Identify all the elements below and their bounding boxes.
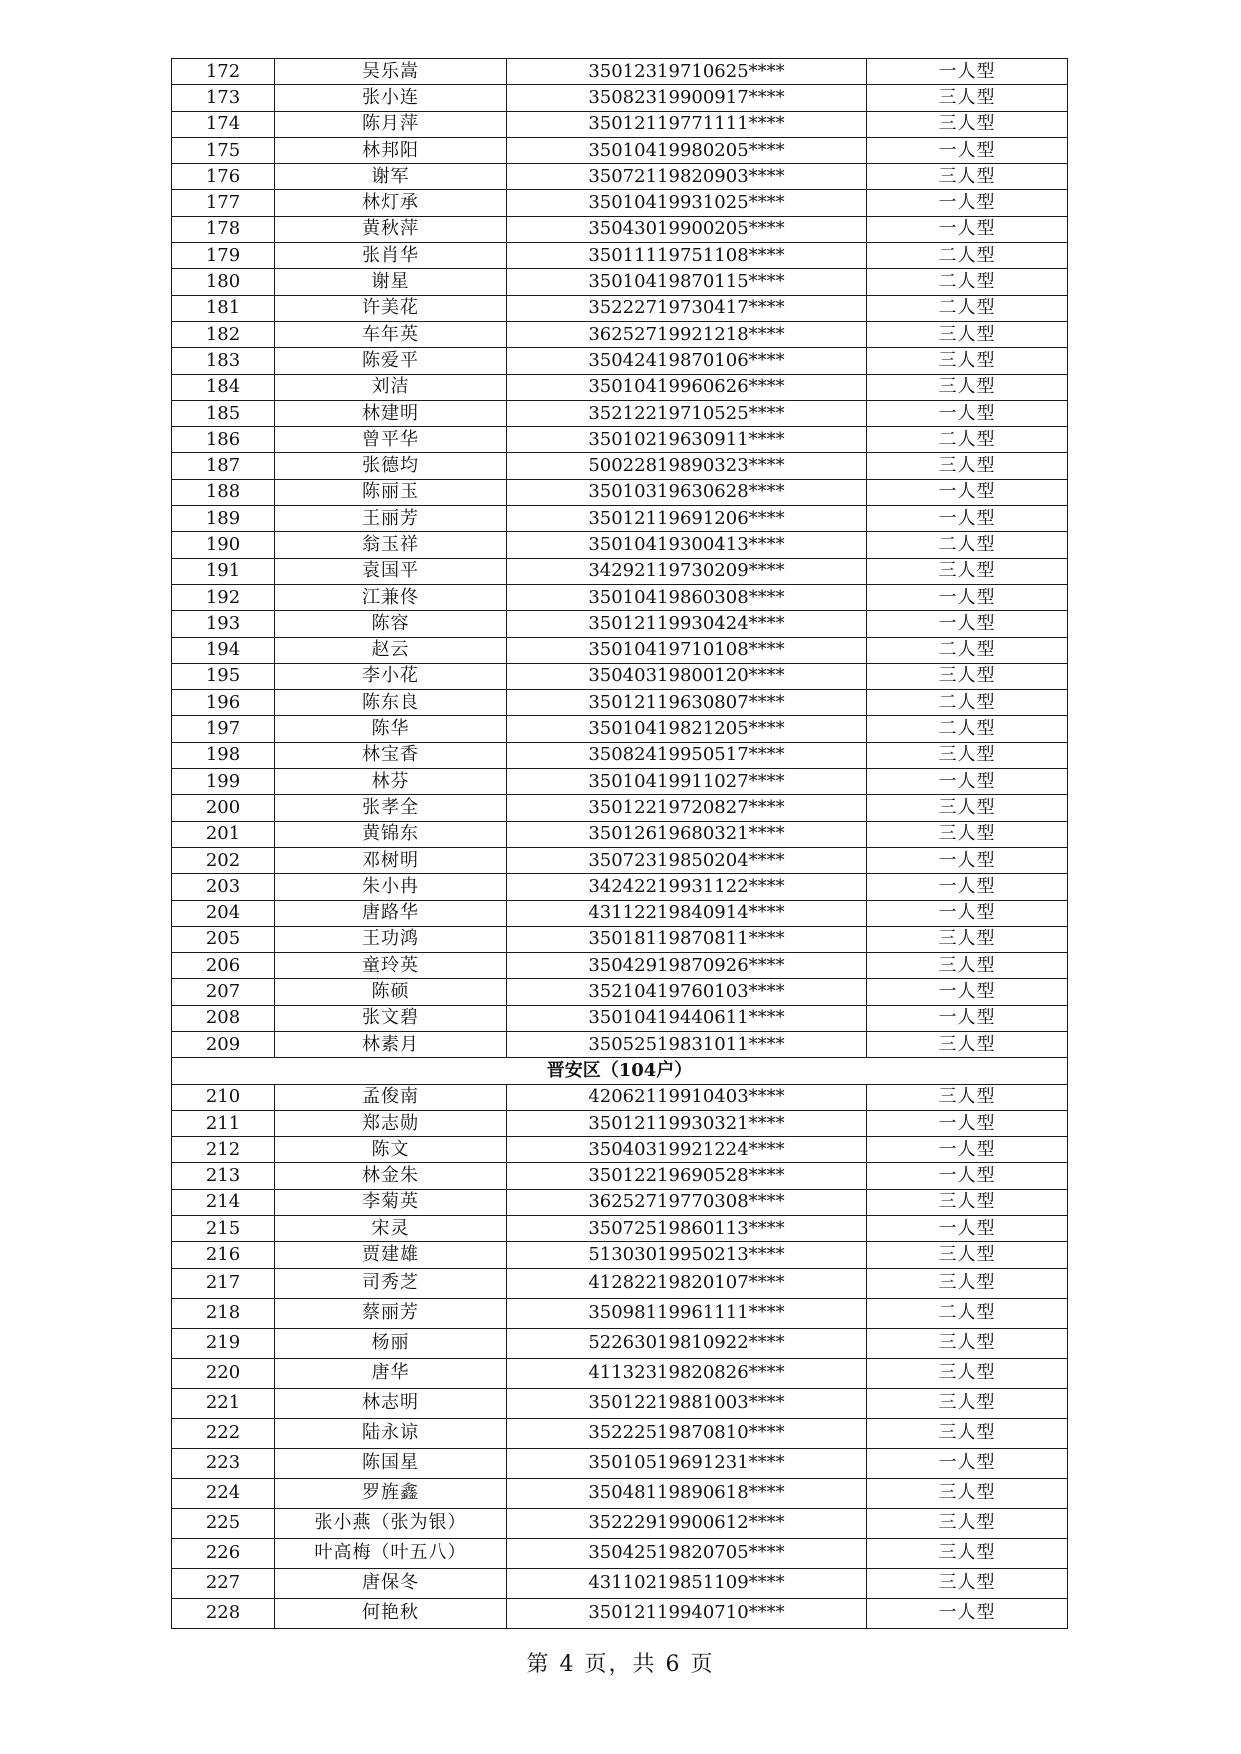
table-row [172,1189,1068,1215]
row-number-cell: 195 [172,663,275,689]
id-number-cell: 35052519831011**** [507,1031,867,1057]
row-number-cell: 197 [172,716,275,742]
table-row [172,1598,1068,1628]
table-row [172,1418,1068,1448]
row-number-cell: 228 [172,1598,275,1628]
row-number-cell: 174 [172,111,275,137]
applicant-name-cell: 唐路华 [275,900,507,926]
row-number-cell: 189 [172,506,275,532]
applicant-name-cell: 许美花 [275,295,507,321]
table-row [172,269,1068,295]
table-row [172,979,1068,1005]
id-number-cell: 35010419300413**** [507,532,867,558]
row-number-cell: 200 [172,795,275,821]
id-number-cell: 34242219931122**** [507,874,867,900]
table-row [172,1478,1068,1508]
household-type-cell: 二人型 [867,690,1068,716]
id-number-cell: 35010419860308**** [507,584,867,610]
id-number-cell: 35010419931025**** [507,190,867,216]
table-row [172,847,1068,873]
applicant-name-cell: 袁国平 [275,558,507,584]
row-number-cell: 184 [172,374,275,400]
id-number-cell: 35212219710525**** [507,400,867,426]
applicant-name-cell: 张文碧 [275,1005,507,1031]
table-row [172,506,1068,532]
section-title: 晋安区（104户） [172,1058,1068,1084]
household-type-cell: 二人型 [867,243,1068,269]
row-number-cell: 217 [172,1268,275,1298]
id-number-cell: 35012619680321**** [507,821,867,847]
row-number-cell: 208 [172,1005,275,1031]
row-number-cell: 215 [172,1216,275,1242]
table-row [172,453,1068,479]
row-number-cell: 211 [172,1110,275,1136]
row-number-cell: 213 [172,1163,275,1189]
row-number-cell: 186 [172,427,275,453]
household-type-cell: 三人型 [867,1084,1068,1110]
household-type-cell: 三人型 [867,663,1068,689]
table-row [172,1031,1068,1057]
row-number-cell: 179 [172,243,275,269]
table-row [172,821,1068,847]
table-body [172,59,1068,1629]
applicant-name-cell: 杨丽 [275,1328,507,1358]
id-number-cell: 35040319800120**** [507,663,867,689]
applicant-name-cell: 罗旌鑫 [275,1478,507,1508]
applicant-name-cell: 陈华 [275,716,507,742]
household-type-cell: 三人型 [867,953,1068,979]
table-row [172,374,1068,400]
applicant-name-cell: 林建明 [275,400,507,426]
household-type-cell: 三人型 [867,742,1068,768]
id-number-cell: 35011119751108**** [507,243,867,269]
household-type-cell: 一人型 [867,874,1068,900]
applicant-name-cell: 张孝全 [275,795,507,821]
id-number-cell: 35082319900917**** [507,85,867,111]
table-row [172,690,1068,716]
row-number-cell: 176 [172,164,275,190]
applicant-name-cell: 叶高梅（叶五八） [275,1538,507,1568]
applicant-name-cell: 张小燕（张为银） [275,1508,507,1538]
household-type-cell: 三人型 [867,1478,1068,1508]
row-number-cell: 207 [172,979,275,1005]
applicant-name-cell: 林邦阳 [275,137,507,163]
household-type-cell: 二人型 [867,637,1068,663]
row-number-cell: 222 [172,1418,275,1448]
id-number-cell: 35012119630807**** [507,690,867,716]
table-row [172,532,1068,558]
row-number-cell: 194 [172,637,275,663]
row-number-cell: 210 [172,1084,275,1110]
id-number-cell: 35042919870926**** [507,953,867,979]
table-row [172,164,1068,190]
row-number-cell: 224 [172,1478,275,1508]
table-row [172,716,1068,742]
household-type-cell: 三人型 [867,348,1068,374]
id-number-cell: 35010419440611**** [507,1005,867,1031]
row-number-cell: 206 [172,953,275,979]
id-number-cell: 43112219840914**** [507,900,867,926]
applicant-name-cell: 李小花 [275,663,507,689]
row-number-cell: 181 [172,295,275,321]
household-type-cell: 三人型 [867,1358,1068,1388]
table-row [172,769,1068,795]
table-row [172,1084,1068,1110]
household-type-cell: 一人型 [867,1137,1068,1163]
applicant-name-cell: 林金朱 [275,1163,507,1189]
id-number-cell: 52263019810922**** [507,1328,867,1358]
applicant-name-cell: 陈东良 [275,690,507,716]
household-type-cell: 二人型 [867,1298,1068,1328]
id-number-cell: 35018119870811**** [507,926,867,952]
household-type-cell: 三人型 [867,1418,1068,1448]
applicant-name-cell: 林素月 [275,1031,507,1057]
table-row [172,1328,1068,1358]
id-number-cell: 35012219720827**** [507,795,867,821]
id-number-cell: 35010419710108**** [507,637,867,663]
id-number-cell: 36252719770308**** [507,1189,867,1215]
household-type-cell: 三人型 [867,85,1068,111]
household-type-cell: 三人型 [867,374,1068,400]
id-number-cell: 35072519860113**** [507,1216,867,1242]
household-type-cell: 一人型 [867,769,1068,795]
applicant-name-cell: 林灯承 [275,190,507,216]
household-type-cell: 三人型 [867,1268,1068,1298]
applicant-name-cell: 曾平华 [275,427,507,453]
id-number-cell: 43110219851109**** [507,1568,867,1598]
table-row [172,1216,1068,1242]
household-type-cell: 三人型 [867,1328,1068,1358]
id-number-cell: 35222919900612**** [507,1508,867,1538]
id-number-cell: 35082419950517**** [507,742,867,768]
table-row [172,1508,1068,1538]
row-number-cell: 216 [172,1242,275,1268]
household-type-cell: 三人型 [867,164,1068,190]
table-row [172,558,1068,584]
id-number-cell: 35098119961111**** [507,1298,867,1328]
applicant-name-cell: 宋灵 [275,1216,507,1242]
id-number-cell: 35072319850204**** [507,847,867,873]
household-type-cell: 二人型 [867,532,1068,558]
row-number-cell: 175 [172,137,275,163]
id-number-cell: 35012119930424**** [507,611,867,637]
row-number-cell: 190 [172,532,275,558]
household-type-cell: 二人型 [867,295,1068,321]
applicant-name-cell: 谢星 [275,269,507,295]
household-type-cell: 一人型 [867,979,1068,1005]
household-type-cell: 三人型 [867,558,1068,584]
applicant-name-cell: 黄锦东 [275,821,507,847]
applicant-name-cell: 刘洁 [275,374,507,400]
row-number-cell: 183 [172,348,275,374]
table-row [172,1448,1068,1478]
id-number-cell: 35012319710625**** [507,59,867,85]
row-number-cell: 191 [172,558,275,584]
applicant-name-cell: 王丽芳 [275,506,507,532]
table-row [172,427,1068,453]
row-number-cell: 221 [172,1388,275,1418]
row-number-cell: 204 [172,900,275,926]
applicant-name-cell: 陈硕 [275,979,507,1005]
id-number-cell: 35222519870810**** [507,1418,867,1448]
table-row [172,1298,1068,1328]
row-number-cell: 193 [172,611,275,637]
id-number-cell: 35010419980205**** [507,137,867,163]
household-type-cell: 一人型 [867,1163,1068,1189]
household-type-cell: 一人型 [867,847,1068,873]
row-number-cell: 227 [172,1568,275,1598]
id-number-cell: 35222719730417**** [507,295,867,321]
row-number-cell: 202 [172,847,275,873]
row-number-cell: 188 [172,479,275,505]
row-number-cell: 203 [172,874,275,900]
id-number-cell: 35210419760103**** [507,979,867,1005]
household-type-cell: 三人型 [867,453,1068,479]
applicant-name-cell: 谢军 [275,164,507,190]
row-number-cell: 180 [172,269,275,295]
id-number-cell: 36252719921218**** [507,321,867,347]
table-row [172,1005,1068,1031]
table-row [172,216,1068,242]
row-number-cell: 226 [172,1538,275,1568]
table-row [172,742,1068,768]
id-number-cell: 35010419960626**** [507,374,867,400]
household-table [171,58,1068,1629]
table-row [172,926,1068,952]
applicant-name-cell: 邓树明 [275,847,507,873]
household-type-cell: 三人型 [867,795,1068,821]
applicant-name-cell: 车年英 [275,321,507,347]
household-type-cell: 一人型 [867,1598,1068,1628]
applicant-name-cell: 唐保冬 [275,1568,507,1598]
page-footer: 第 4 页，共 6 页 [526,1652,715,1677]
household-type-cell: 二人型 [867,427,1068,453]
applicant-name-cell: 陈容 [275,611,507,637]
applicant-name-cell: 童玲英 [275,953,507,979]
row-number-cell: 198 [172,742,275,768]
row-number-cell: 219 [172,1328,275,1358]
id-number-cell: 35048119890618**** [507,1478,867,1508]
household-type-cell: 一人型 [867,137,1068,163]
id-number-cell: 35012219881003**** [507,1388,867,1418]
household-type-cell: 三人型 [867,926,1068,952]
applicant-name-cell: 林芬 [275,769,507,795]
table-row [172,321,1068,347]
household-type-cell: 一人型 [867,400,1068,426]
id-number-cell: 41132319820826**** [507,1358,867,1388]
row-number-cell: 212 [172,1137,275,1163]
applicant-name-cell: 司秀芝 [275,1268,507,1298]
household-type-cell: 三人型 [867,1508,1068,1538]
household-type-cell: 一人型 [867,584,1068,610]
household-type-cell: 三人型 [867,1568,1068,1598]
household-type-cell: 一人型 [867,900,1068,926]
row-number-cell: 225 [172,1508,275,1538]
applicant-name-cell: 张德均 [275,453,507,479]
applicant-name-cell: 林宝香 [275,742,507,768]
row-number-cell: 172 [172,59,275,85]
row-number-cell: 214 [172,1189,275,1215]
table-row [172,85,1068,111]
household-type-cell: 一人型 [867,59,1068,85]
table-row [172,1163,1068,1189]
household-type-cell: 一人型 [867,1005,1068,1031]
id-number-cell: 35043019900205**** [507,216,867,242]
row-number-cell: 209 [172,1031,275,1057]
row-number-cell: 173 [172,85,275,111]
row-number-cell: 201 [172,821,275,847]
id-number-cell: 35042519820705**** [507,1538,867,1568]
table-row [172,1137,1068,1163]
table-row [172,1568,1068,1598]
id-number-cell: 35042419870106**** [507,348,867,374]
applicant-name-cell: 唐华 [275,1358,507,1388]
table-row [172,190,1068,216]
table-row [172,59,1068,85]
table-row [172,874,1068,900]
household-type-cell: 一人型 [867,1110,1068,1136]
household-type-cell: 三人型 [867,821,1068,847]
id-number-cell: 35010419911027**** [507,769,867,795]
household-type-cell: 三人型 [867,1031,1068,1057]
table-row [172,479,1068,505]
applicant-name-cell: 蔡丽芳 [275,1298,507,1328]
row-number-cell: 187 [172,453,275,479]
row-number-cell: 192 [172,584,275,610]
id-number-cell: 35012119940710**** [507,1598,867,1628]
table-row [172,400,1068,426]
id-number-cell: 51303019950213**** [507,1242,867,1268]
household-type-cell: 三人型 [867,1189,1068,1215]
applicant-name-cell: 黄秋萍 [275,216,507,242]
id-number-cell: 41282219820107**** [507,1268,867,1298]
id-number-cell: 50022819890323**** [507,453,867,479]
table-row [172,1358,1068,1388]
applicant-name-cell: 陈文 [275,1137,507,1163]
applicant-name-cell: 孟俊南 [275,1084,507,1110]
applicant-name-cell: 王功鸿 [275,926,507,952]
row-number-cell: 182 [172,321,275,347]
row-number-cell: 218 [172,1298,275,1328]
applicant-name-cell: 江兼佟 [275,584,507,610]
id-number-cell: 35010519691231**** [507,1448,867,1478]
row-number-cell: 220 [172,1358,275,1388]
applicant-name-cell: 张肖华 [275,243,507,269]
household-type-cell: 三人型 [867,111,1068,137]
table-row [172,663,1068,689]
applicant-name-cell: 陆永谅 [275,1418,507,1448]
id-number-cell: 42062119910403**** [507,1084,867,1110]
applicant-name-cell: 陈爱平 [275,348,507,374]
id-number-cell: 35072119820903**** [507,164,867,190]
table-row [172,348,1068,374]
applicant-name-cell: 贾建雄 [275,1242,507,1268]
table-row [172,953,1068,979]
applicant-name-cell: 赵云 [275,637,507,663]
id-number-cell: 34292119730209**** [507,558,867,584]
household-type-cell: 二人型 [867,716,1068,742]
row-number-cell: 178 [172,216,275,242]
applicant-name-cell: 吴乐嵩 [275,59,507,85]
table-row [172,1388,1068,1418]
household-type-cell: 三人型 [867,1388,1068,1418]
table-row [172,1268,1068,1298]
applicant-name-cell: 朱小冉 [275,874,507,900]
table-row [172,611,1068,637]
applicant-name-cell: 李菊英 [275,1189,507,1215]
household-type-cell: 三人型 [867,1538,1068,1568]
applicant-name-cell: 翁玉祥 [275,532,507,558]
applicant-name-cell: 张小连 [275,85,507,111]
id-number-cell: 35012219690528**** [507,1163,867,1189]
household-type-cell: 一人型 [867,1216,1068,1242]
table-row [172,1110,1068,1136]
id-number-cell: 35040319921224**** [507,1137,867,1163]
row-number-cell: 205 [172,926,275,952]
applicant-name-cell: 何艳秋 [275,1598,507,1628]
table-row [172,637,1068,663]
applicant-name-cell: 陈国星 [275,1448,507,1478]
table-row [172,1242,1068,1268]
applicant-name-cell: 陈月萍 [275,111,507,137]
row-number-cell: 223 [172,1448,275,1478]
household-type-cell: 一人型 [867,479,1068,505]
household-type-cell: 三人型 [867,1242,1068,1268]
row-number-cell: 185 [172,400,275,426]
id-number-cell: 35010419821205**** [507,716,867,742]
table-row [172,137,1068,163]
applicant-name-cell: 陈丽玉 [275,479,507,505]
id-number-cell: 35012119771111**** [507,111,867,137]
row-number-cell: 177 [172,190,275,216]
id-number-cell: 35010319630628**** [507,479,867,505]
row-number-cell: 196 [172,690,275,716]
table-row [172,1538,1068,1568]
table-row [172,243,1068,269]
section-header-row [172,1058,1068,1084]
table-row [172,584,1068,610]
household-type-cell: 一人型 [867,190,1068,216]
table-row [172,111,1068,137]
household-type-cell: 二人型 [867,269,1068,295]
household-type-cell: 一人型 [867,611,1068,637]
id-number-cell: 35010419870115**** [507,269,867,295]
table-row [172,795,1068,821]
row-number-cell: 199 [172,769,275,795]
applicant-name-cell: 郑志勋 [275,1110,507,1136]
household-type-cell: 一人型 [867,1448,1068,1478]
id-number-cell: 35012119930321**** [507,1110,867,1136]
table-row [172,295,1068,321]
id-number-cell: 35012119691206**** [507,506,867,532]
household-type-cell: 三人型 [867,321,1068,347]
household-type-cell: 一人型 [867,506,1068,532]
household-type-cell: 一人型 [867,216,1068,242]
applicant-name-cell: 林志明 [275,1388,507,1418]
id-number-cell: 35010219630911**** [507,427,867,453]
table-row [172,900,1068,926]
